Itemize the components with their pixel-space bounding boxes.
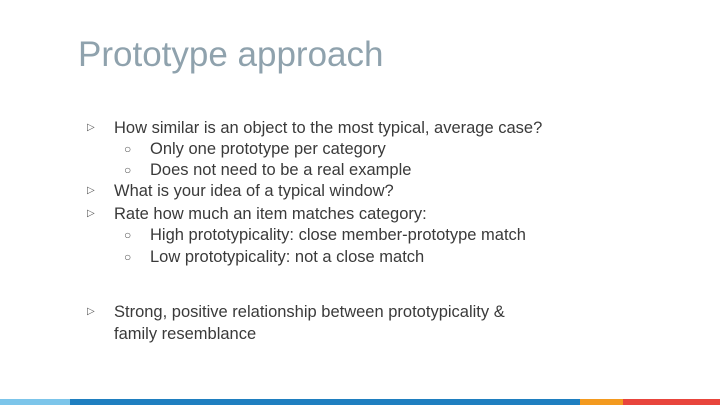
sub-bullet-circle-icon: ○ <box>124 228 132 242</box>
footer-segment-light-blue <box>0 399 70 405</box>
footer-segment-red <box>623 399 720 405</box>
bullet-item-similarity: How similar is an object to the most typical, average case? <box>114 119 543 137</box>
bullet-triangle-icon: ▷ <box>87 185 95 196</box>
sub-item-not-real-example: Does not need to be a real example <box>150 161 412 179</box>
bullet-item-strong-relationship-cont: family resemblance <box>114 325 257 343</box>
sub-item-one-prototype: Only one prototype per category <box>150 140 386 158</box>
bullet-item-typical-window: What is your idea of a typical window? <box>114 182 394 200</box>
sub-bullet-circle-icon: ○ <box>124 163 132 177</box>
bullet-item-rate-match: Rate how much an item matches category: <box>114 205 427 223</box>
bullet-triangle-icon: ▷ <box>87 122 95 133</box>
bullet-triangle-icon: ▷ <box>87 306 95 317</box>
sub-bullet-circle-icon: ○ <box>124 250 132 264</box>
footer-segment-orange <box>580 399 623 405</box>
bullet-triangle-icon: ▷ <box>87 208 95 219</box>
footer-color-bar <box>0 399 720 405</box>
bullet-item-strong-relationship: Strong, positive relationship between prototypicality & <box>114 303 505 321</box>
sub-bullet-circle-icon: ○ <box>124 142 132 156</box>
sub-item-low-prototypicality: Low prototypicality: not a close match <box>150 248 425 266</box>
slide-title: Prototype approach <box>78 35 384 74</box>
sub-item-high-prototypicality: High prototypicality: close member-prototype match <box>150 226 526 244</box>
footer-segment-blue <box>70 399 580 405</box>
